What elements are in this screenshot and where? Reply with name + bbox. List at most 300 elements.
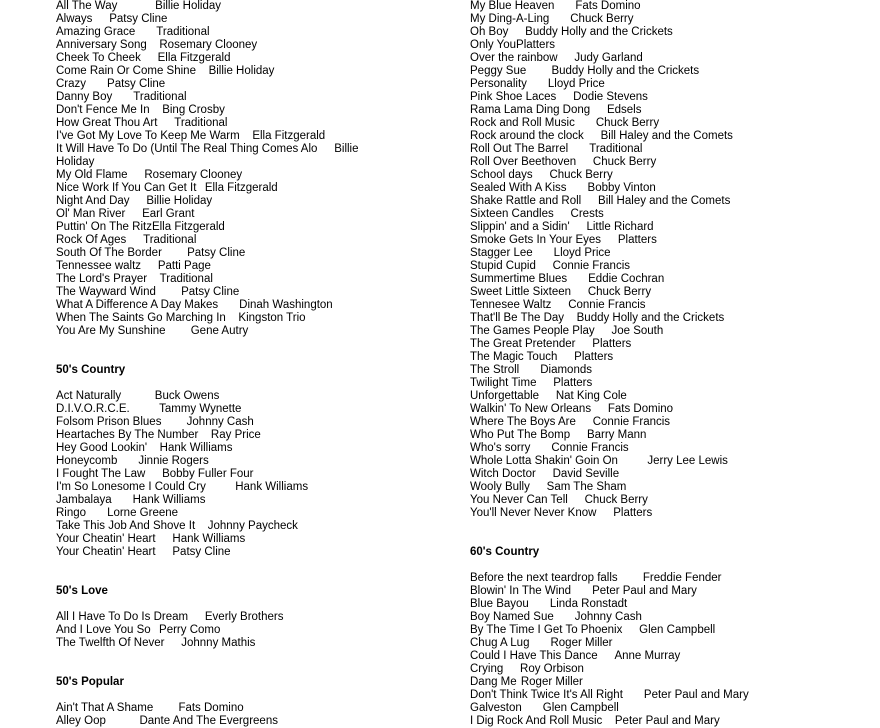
song-title: That'll Be The Day (470, 312, 565, 324)
song-artist: Traditional (133, 91, 187, 103)
song-title: Twilight Time (470, 377, 537, 389)
song-title: I Dig Rock And Roll Music (470, 715, 603, 727)
song-entry (56, 156, 466, 169)
song-artist: Glen Campbell (542, 702, 619, 714)
song-artist: Traditional (174, 117, 228, 129)
song-artist: Johnny Paycheck (207, 520, 298, 532)
song-artist: Diamonds (540, 364, 592, 376)
song-entry (56, 624, 466, 637)
song-title: My Ding-A-Ling (470, 13, 550, 25)
song-title: I Fought The Law (56, 468, 146, 480)
song-title: Ain't That A Shame (56, 702, 154, 714)
song-entry (470, 663, 880, 676)
song-entry (56, 299, 466, 312)
song-title: Smoke Gets In Your Eyes (470, 234, 602, 246)
song-entry (56, 208, 466, 221)
song-artist: Connie Francis (568, 299, 646, 311)
song-artist: Perry Como (159, 624, 221, 636)
song-title: Boy Named Sue (470, 611, 554, 623)
song-title: Jambalaya (56, 494, 112, 506)
song-title: Blue Bayou (470, 598, 529, 610)
song-artist: Judy Garland (574, 52, 643, 64)
song-title: Peggy Sue (470, 65, 527, 77)
song-title: Sweet Little Sixteen (470, 286, 572, 298)
song-entry (56, 611, 466, 624)
song-artist: Platters (613, 507, 653, 519)
spacer (470, 520, 880, 546)
song-title: Crazy (56, 78, 87, 90)
song-title: Ol' Man River (56, 208, 126, 220)
song-entry (470, 221, 880, 234)
song-entry (56, 520, 466, 533)
song-title: Night And Day (56, 195, 130, 207)
song-artist: Traditional (143, 234, 197, 246)
song-entry (470, 598, 880, 611)
song-entry (470, 234, 880, 247)
song-title: Walkin' To New Orleans (470, 403, 592, 415)
song-entry (56, 273, 466, 286)
section-heading: 50's Country (56, 364, 126, 376)
section-heading: 50's Love (56, 585, 108, 597)
song-title: Your Cheatin' Heart (56, 546, 156, 558)
song-title: Crying (470, 663, 504, 675)
song-entry (56, 0, 466, 13)
song-entry (470, 494, 880, 507)
song-entry (470, 572, 880, 585)
song-title: The Great Pretender (470, 338, 576, 350)
song-entry (56, 260, 466, 273)
song-artist: Rosemary Clooney (144, 169, 243, 181)
song-artist: Gene Autry (190, 325, 249, 337)
song-entry (56, 442, 466, 455)
song-artist: Buck Owens (154, 390, 220, 402)
song-entry (470, 676, 880, 689)
song-artist: Kingston Trio (238, 312, 306, 324)
song-entry (56, 390, 466, 403)
song-entry (470, 78, 880, 91)
song-title: The Stroll (470, 364, 520, 376)
song-title: You Are My Sunshine (56, 325, 166, 337)
song-entry (56, 637, 466, 650)
song-title: Ringo (56, 507, 87, 519)
song-artist: Billie Holiday (155, 0, 221, 12)
song-artist: Lloyd Price (553, 247, 611, 259)
song-entry (56, 546, 466, 559)
song-entry (56, 117, 466, 130)
song-artist: Roger Miller (550, 637, 613, 649)
song-title: Don't Fence Me In (56, 104, 150, 116)
song-title: Roll Out The Barrel (470, 143, 569, 155)
song-title: Rama Lama Ding Dong (470, 104, 591, 116)
song-title: Rock Of Ages (56, 234, 127, 246)
song-title: Hey Good Lookin' (56, 442, 148, 454)
song-artist: Linda Ronstadt (549, 598, 628, 610)
song-entry (470, 195, 880, 208)
song-entry (470, 26, 880, 39)
song-artist: Dante And The Evergreens (139, 715, 278, 727)
song-artist: Ella Fitzgerald (151, 221, 225, 233)
song-title: Your Cheatin' Heart (56, 533, 156, 545)
song-title: And I Love You So (56, 624, 151, 636)
song-title: Whole Lotta Shakin' Goin On (470, 455, 618, 467)
song-title: Folsom Prison Blues (56, 416, 162, 428)
song-title: Dang Me (470, 676, 517, 688)
song-artist: Bill Haley and the Comets (600, 130, 733, 142)
song-title: Anniversary Song (56, 39, 147, 51)
song-entry (56, 494, 466, 507)
song-artist: Hank Williams (159, 442, 233, 454)
song-artist: Connie Francis (552, 260, 630, 272)
song-entry (470, 39, 880, 52)
song-artist: Hank Williams (172, 533, 246, 545)
song-artist: Patsy Cline (187, 247, 246, 259)
song-entry (56, 26, 466, 39)
song-artist: Eddie Cochran (588, 273, 665, 285)
song-artist: Platters (516, 39, 556, 51)
song-entry (470, 104, 880, 117)
song-entry (56, 533, 466, 546)
song-title: Who Put The Bomp (470, 429, 571, 441)
song-title: Alley Oop (56, 715, 106, 727)
song-title: Who's sorry (470, 442, 531, 454)
song-artist: Traditional (589, 143, 643, 155)
song-title: Rock around the clock (470, 130, 584, 142)
song-entry (470, 364, 880, 377)
song-artist: Glen Campbell (639, 624, 716, 636)
song-artist: Connie Francis (592, 416, 671, 428)
song-artist: Anne Murray (614, 650, 681, 662)
song-entry (56, 507, 466, 520)
song-entry (470, 247, 880, 260)
song-artist: Lloyd Price (547, 78, 605, 90)
song-entry (470, 182, 880, 195)
song-artist: Fats Domino (575, 0, 641, 12)
song-entry (470, 689, 880, 702)
song-entry (470, 442, 880, 455)
song-entry (470, 481, 880, 494)
song-entry (56, 130, 466, 143)
song-entry (470, 507, 880, 520)
song-artist: Traditional (156, 26, 210, 38)
spacer (56, 598, 466, 611)
song-entry (470, 260, 880, 273)
song-title: Tennessee waltz (56, 260, 142, 272)
song-artist: Tammy Wynette (159, 403, 242, 415)
song-entry (470, 468, 880, 481)
song-entry (56, 286, 466, 299)
song-entry (56, 143, 466, 156)
song-title: Wooly Bully (470, 481, 530, 493)
song-title: Shake Rattle and Roll (470, 195, 582, 207)
song-entry (56, 312, 466, 325)
song-entry (56, 325, 466, 338)
song-artist: Bobby Vinton (587, 182, 656, 194)
song-title: Cheek To Cheek (56, 52, 141, 64)
song-artist: David Seville (552, 468, 620, 480)
song-artist: Ella Fitzgerald (157, 52, 231, 64)
song-artist: Earl Grant (142, 208, 195, 220)
song-entry (56, 403, 466, 416)
song-artist: Dodie Stevens (573, 91, 648, 103)
song-artist: Johnny Mathis (181, 637, 256, 649)
song-title: Oh Boy (470, 26, 509, 38)
song-artist: Johnny Cash (574, 611, 642, 623)
song-title: My Old Flame (56, 169, 128, 181)
song-entry (470, 611, 880, 624)
song-title: Act Naturally (56, 390, 122, 402)
song-artist: Buddy Holly and the Crickets (525, 26, 673, 38)
song-entry (470, 338, 880, 351)
spacer (56, 650, 466, 676)
song-entry (470, 312, 880, 325)
song-entry (56, 65, 466, 78)
song-entry (470, 130, 880, 143)
song-title: Galveston (470, 702, 522, 714)
song-entry (56, 221, 466, 234)
spacer (56, 338, 466, 364)
song-title: All The Way (56, 0, 118, 12)
song-entry (56, 91, 466, 104)
song-title: Pink Shoe Laces (470, 91, 557, 103)
song-entry (470, 273, 880, 286)
song-artist: Joe South (611, 325, 664, 337)
song-title: D.I.V.O.R.C.E. (56, 403, 130, 415)
song-title: Slippin' and a Sidin' (470, 221, 570, 233)
song-entry (56, 52, 466, 65)
song-artist: Roy Orbison (520, 663, 584, 675)
song-artist: Johnny Cash (186, 416, 254, 428)
song-artist: Billie (334, 143, 359, 155)
song-title: Chug A Lug (470, 637, 530, 649)
song-artist: Hank Williams (235, 481, 309, 493)
song-entry (470, 117, 880, 130)
song-artist: Patsy Cline (107, 78, 166, 90)
song-entry (470, 416, 880, 429)
section-heading: 50's Popular (56, 676, 124, 688)
song-title: It Will Have To Do (Until The Real Thing Comes Alo (56, 143, 318, 155)
song-artist: Rosemary Clooney (159, 39, 258, 51)
song-title: Roll Over Beethoven (470, 156, 577, 168)
song-entry (56, 455, 466, 468)
song-title: What A Difference A Day Makes (56, 299, 219, 311)
song-title: You'll Never Never Know (470, 507, 597, 519)
song-title: Could I Have This Dance (470, 650, 598, 662)
song-entry (56, 468, 466, 481)
song-title: Witch Doctor (470, 468, 536, 480)
song-artist: Sam The Sham (546, 481, 627, 493)
song-title: South Of The Border (56, 247, 162, 259)
song-artist: Chuck Berry (549, 169, 613, 181)
song-artist: Nat King Cole (555, 390, 627, 402)
song-entry (470, 156, 880, 169)
song-entry (470, 403, 880, 416)
song-artist: Connie Francis (551, 442, 629, 454)
song-artist: Peter Paul and Mary (614, 715, 720, 727)
song-title: Stagger Lee (470, 247, 533, 259)
song-artist: Bill Haley and the Comets (598, 195, 731, 207)
song-entry (470, 624, 880, 637)
song-title: Before the next teardrop falls (470, 572, 618, 584)
song-entry (470, 91, 880, 104)
song-title: School days (470, 169, 533, 181)
song-title: Sealed With A Kiss (470, 182, 567, 194)
song-artist: Fats Domino (178, 702, 244, 714)
spacer (56, 377, 466, 390)
song-artist: Chuck Berry (570, 13, 634, 25)
song-artist: Chuck Berry (595, 117, 660, 129)
song-artist: Jerry Lee Lewis (647, 455, 728, 467)
song-artist: Roger Miller (520, 676, 583, 688)
song-entry (470, 0, 880, 13)
song-entry (56, 702, 466, 715)
song-artist: Platters (617, 234, 657, 246)
song-entry (470, 299, 880, 312)
song-artist: Ray Price (210, 429, 261, 441)
song-artist: Bobby Fuller Four (162, 468, 254, 480)
song-title: By The Time I Get To Phoenix (470, 624, 623, 636)
song-title: Summertime Blues (470, 273, 568, 285)
song-title: Personality (470, 78, 527, 90)
song-artist: Platters (574, 351, 614, 363)
song-artist: Edsels (606, 104, 642, 116)
song-title: The Lord's Prayer (56, 273, 148, 285)
song-title: The Wayward Wind (56, 286, 156, 298)
song-artist: Platters (553, 377, 593, 389)
song-entry (470, 455, 880, 468)
song-title: Puttin' On The Ritz (56, 221, 152, 233)
song-artist: Billie Holiday (146, 195, 213, 207)
song-artist: Freddie Fender (642, 572, 722, 584)
song-title: Honeycomb (56, 455, 118, 467)
song-artist: Ella Fitzgerald (252, 130, 326, 142)
song-title: I've Got My Love To Keep Me Warm (56, 130, 240, 142)
song-title: Amazing Grace (56, 26, 136, 38)
song-entry (470, 650, 880, 663)
song-entry (470, 325, 880, 338)
spacer (470, 559, 880, 572)
song-entry (470, 143, 880, 156)
right-column (470, 0, 880, 728)
song-title: Nice Work If You Can Get It (56, 182, 197, 194)
song-entry (56, 104, 466, 117)
song-artist: Peter Paul and Mary (643, 689, 749, 701)
song-artist: Traditional (159, 273, 213, 285)
song-artist: Chuck Berry (584, 494, 648, 506)
song-entry (56, 416, 466, 429)
song-entry (470, 52, 880, 65)
song-title: When The Saints Go Marching In (56, 312, 226, 324)
song-entry (470, 65, 880, 78)
song-entry (56, 715, 466, 728)
song-entry (470, 169, 880, 182)
song-artist: Dinah Washington (239, 299, 333, 311)
song-entry (470, 208, 880, 221)
song-title: All I Have To Do Is Dream (56, 611, 189, 623)
song-title: Tennesee Waltz (470, 299, 552, 311)
song-title: Rock and Roll Music (470, 117, 575, 129)
song-title: The Magic Touch (470, 351, 558, 363)
song-entry (56, 481, 466, 494)
song-artist: Patsy Cline (172, 546, 231, 558)
song-title: Over the rainbow (470, 52, 558, 64)
song-title: I'm So Lonesome I Could Cry (56, 481, 206, 493)
song-entry (56, 169, 466, 182)
song-title: Come Rain Or Come Shine (56, 65, 196, 77)
song-title: Stupid Cupid (470, 260, 536, 272)
song-title: Danny Boy (56, 91, 113, 103)
song-title: You Never Can Tell (470, 494, 568, 506)
song-artist: Patsy Cline (181, 286, 240, 298)
song-title: The Games People Play (470, 325, 595, 337)
song-title: My Blue Heaven (470, 0, 555, 12)
left-column (56, 0, 466, 728)
song-entry (470, 637, 880, 650)
song-title: Heartaches By The Number (56, 429, 199, 441)
song-title: Unforgettable (470, 390, 540, 402)
song-entry (470, 585, 880, 598)
song-artist: Ella Fitzgerald (204, 182, 278, 194)
song-entry (56, 182, 466, 195)
song-entry (56, 39, 466, 52)
song-artist: Little Richard (586, 221, 654, 233)
song-entry (470, 429, 880, 442)
song-entry (470, 715, 880, 728)
song-artist: Chuck Berry (587, 286, 652, 298)
song-title: Always (56, 13, 93, 25)
song-title: Only You (470, 39, 517, 51)
song-entry (470, 286, 880, 299)
song-entry (56, 195, 466, 208)
song-title: Don't Think Twice It's All Right (470, 689, 623, 701)
song-title: How Great Thou Art (56, 117, 158, 129)
song-entry (470, 390, 880, 403)
song-artist: Barry Mann (586, 429, 647, 441)
song-artist: Peter Paul and Mary (592, 585, 697, 597)
song-artist: Fats Domino (607, 403, 674, 415)
song-artist: Buddy Holly and the Crickets (551, 65, 700, 77)
song-entry (470, 377, 880, 390)
song-artist: Patti Page (157, 260, 211, 272)
song-artist: Crests (570, 208, 604, 220)
song-artist: Patsy Cline (109, 13, 168, 25)
song-entry (470, 13, 880, 26)
song-entry (56, 429, 466, 442)
song-artist: Hank Williams (132, 494, 206, 506)
section-heading: 60's Country (470, 546, 540, 558)
song-title: Where The Boys Are (470, 416, 576, 428)
song-title: The Twelfth Of Never (56, 637, 165, 649)
song-artist: Billie Holiday (208, 65, 275, 77)
song-entry (56, 234, 466, 247)
song-entry (470, 702, 880, 715)
song-entry (56, 13, 466, 26)
song-artist: Chuck Berry (592, 156, 657, 168)
song-entry (56, 247, 466, 260)
song-title: Sixteen Candles (470, 208, 554, 220)
song-artist: Lorne Greene (107, 507, 179, 519)
song-artist: Jinnie Rogers (138, 455, 209, 467)
song-entry (56, 78, 466, 91)
spacer (56, 689, 466, 702)
song-artist: Bing Crosby (162, 104, 225, 116)
song-artist: Buddy Holly and the Crickets (576, 312, 725, 324)
song-title: Take This Job And Shove It (56, 520, 196, 532)
song-title: Holiday (56, 156, 95, 168)
song-title: Blowin' In The Wind (470, 585, 572, 597)
song-artist: Platters (592, 338, 632, 350)
song-entry (470, 351, 880, 364)
song-artist: Everly Brothers (204, 611, 284, 623)
